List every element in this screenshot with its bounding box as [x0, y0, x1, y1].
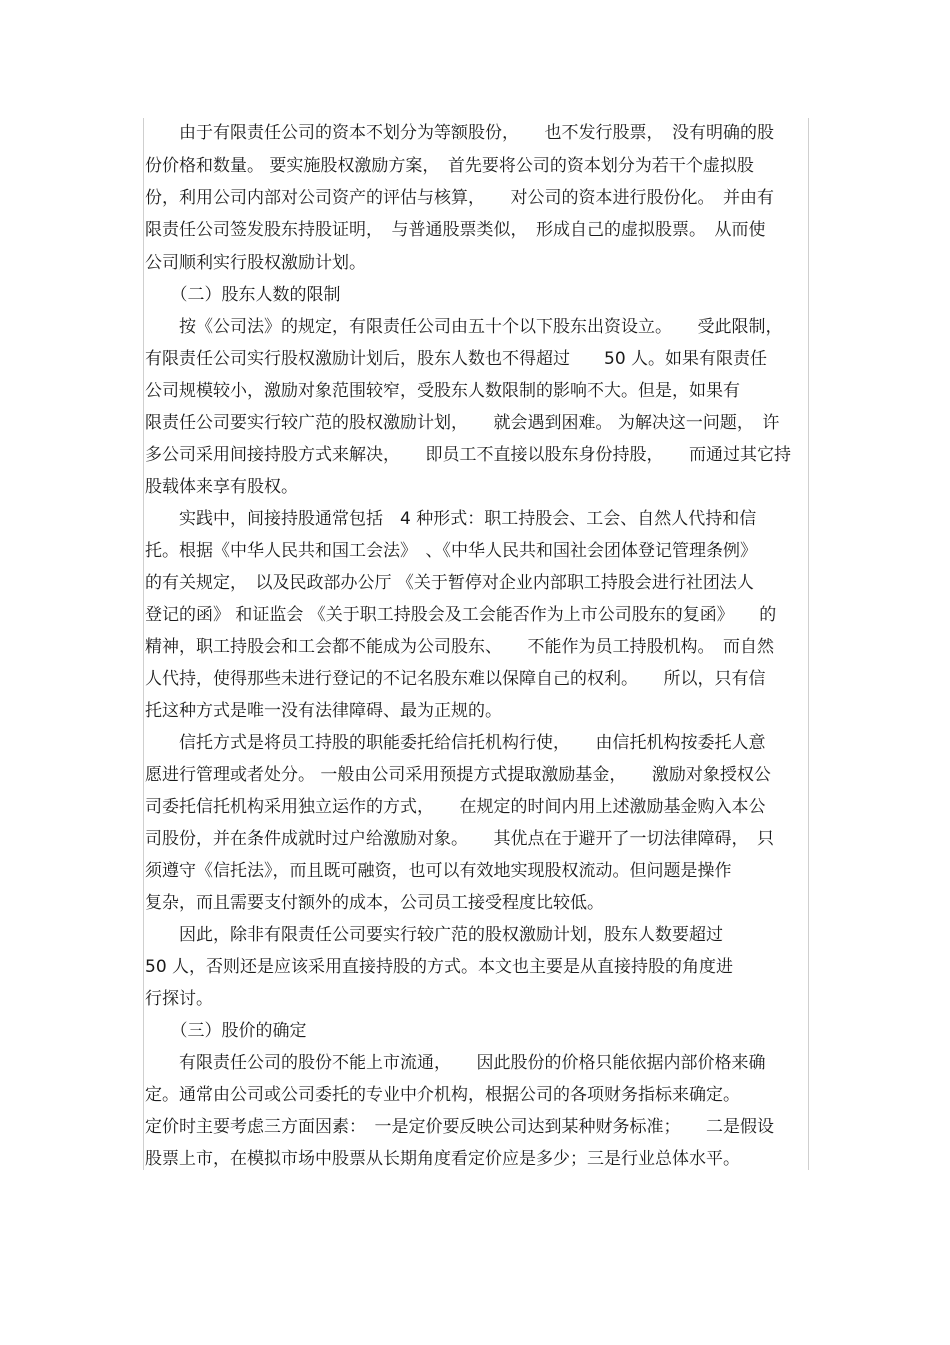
- text-line: 公司规模较小，激励对象范围较窄，受股东人数限制的影响不大。但是，如果有: [145, 381, 740, 401]
- text-line: 托。根据《中华人民共和国工会法》 、《中华人民共和国社会团体登记管理条例》: [145, 541, 757, 561]
- text-line: 公司顺利实行股权激励计划。: [145, 253, 366, 273]
- text-line: 50 人，否则还是应该采用直接持股的方式。本文也主要是从直接持股的角度进: [145, 957, 734, 977]
- section-heading: （二）股东人数的限制: [145, 285, 341, 305]
- text-line: 份价格和数量。 要实施股权激励方案， 首先要将公司的资本划分为若干个虚拟股: [145, 156, 754, 176]
- text-line: 登记的函》 和证监会 《关于职工持股会及工会能否作为上市公司股东的复函》 的: [145, 605, 777, 625]
- text-line: 由于有限责任公司的资本不划分为等额股份， 也不发行股票， 没有明确的股: [145, 123, 774, 143]
- text-line: 人代持，使得那些未进行登记的不记名股东难以保障自己的权利。 所以，只有信: [145, 669, 766, 689]
- text-line: 按《公司法》的规定，有限责任公司由五十个以下股东出资设立。 受此限制，: [145, 317, 783, 337]
- section-heading: （三）股价的确定: [145, 1021, 307, 1041]
- text-line: 股票上市，在模拟市场中股票从长期角度看定价应是多少；三是行业总体水平。: [145, 1149, 740, 1169]
- text-line: 司委托信托机构采用独立运作的方式， 在规定的时间内用上述激励基金购入本公: [145, 797, 766, 817]
- text-line: 的有关规定， 以及民政部办公厅 《关于暂停对企业内部职工持股会进行社团法人: [145, 573, 754, 593]
- text-line: 复杂，而且需要支付额外的成本，公司员工接受程度比较低。: [145, 893, 604, 913]
- text-line: 限责任公司签发股东持股证明， 与普通股票类似， 形成自己的虚拟股票。 从而使: [145, 220, 766, 240]
- text-line: 信托方式是将员工持股的职能委托给信托机构行使， 由信托机构按委托人意: [145, 733, 766, 753]
- text-line: 实践中，间接持股通常包括 4 种形式：职工持股会、工会、自然人代持和信: [145, 509, 757, 529]
- text-line: 托这种方式是唯一没有法律障碍、最为正规的。: [145, 701, 502, 721]
- text-line: 行探讨。: [145, 989, 213, 1009]
- text-line: 须遵守《信托法》，而且既可融资，也可以有效地实现股权流动。但问题是操作: [145, 861, 732, 881]
- text-line: 愿进行管理或者处分。 一般由公司采用预提方式提取激励基金， 激励对象授权公: [145, 765, 771, 785]
- text-line: 司股份，并在条件成就时过户给激励对象。 其优点在于避开了一切法律障碍， 只: [145, 829, 774, 849]
- text-line: 限责任公司要实行较广范的股权激励计划， 就会遇到困难。 为解决这一问题， 许: [145, 413, 780, 433]
- text-line: 有限责任公司实行股权激励计划后，股东人数也不得超过 50 人。如果有限责任: [145, 349, 768, 369]
- text-line: 份，利用公司内部对公司资产的评估与核算， 对公司的资本进行股份化。 并由有: [145, 188, 774, 208]
- text-line: 定。通常由公司或公司委托的专业中介机构，根据公司的各项财务指标来确定。: [145, 1085, 740, 1105]
- text-line: 有限责任公司的股份不能上市流通， 因此股份的价格只能依据内部价格来确: [145, 1053, 766, 1073]
- text-line: 精神，职工持股会和工会都不能成为公司股东、 不能作为员工持股机构。 而自然: [145, 637, 774, 657]
- text-line: 定价时主要考虑三方面因素： 一是定价要反映公司达到某种财务标准； 二是假设: [145, 1117, 774, 1137]
- text-line: 多公司采用间接持股方式来解决， 即员工不直接以股东身份持股， 而通过其它持: [145, 445, 791, 465]
- text-line: 股载体来享有股权。: [145, 477, 298, 497]
- text-line: 因此，除非有限责任公司要实行较广范的股权激励计划，股东人数要超过: [145, 925, 723, 945]
